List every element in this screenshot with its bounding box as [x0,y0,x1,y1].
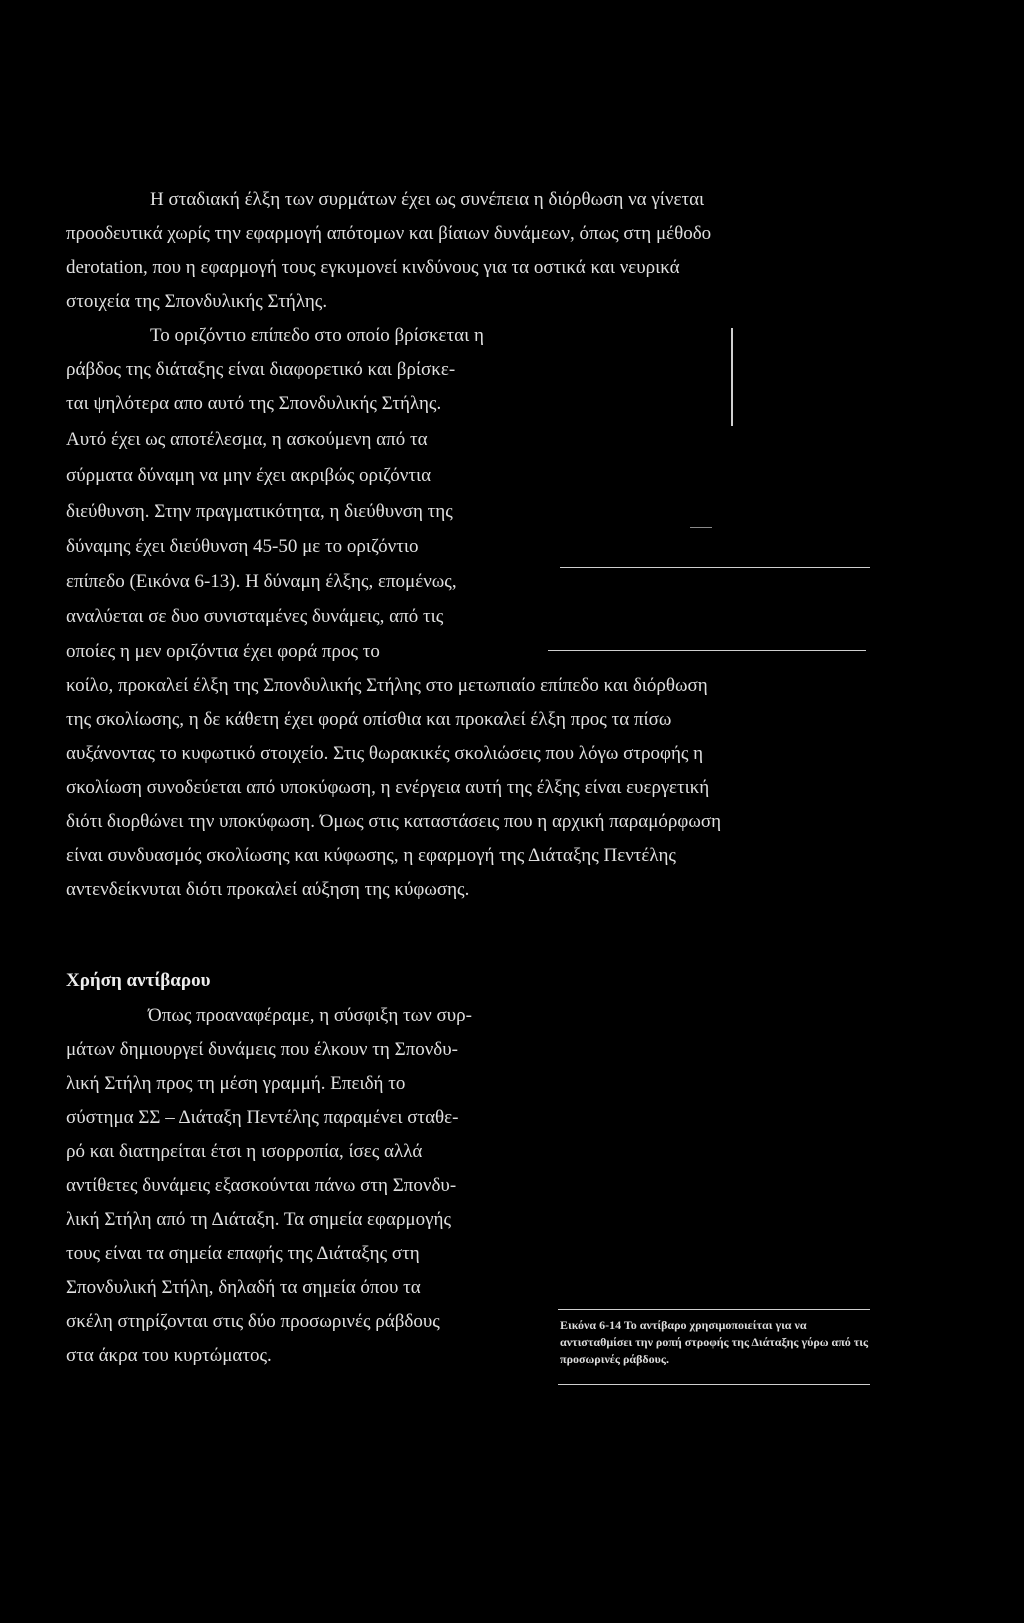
body-line: αναλύεται σε δυο συνισταμένες δυνάμεις, από τις [66,606,444,627]
caption-bottom-rule [558,1384,870,1385]
section-heading: Χρήση αντίβαρου [66,970,211,991]
body-line: Η σταδιακή έλξη των συρμάτων έχει ως συνέπεια η διόρθωση να γίνεται [150,189,705,210]
body-line: οποίες η μεν οριζόντια έχει φορά προς το [66,641,380,662]
section-line: σκέλη στηρίζονται στις δύο προσωρινές ράβδους [66,1311,440,1332]
body-line: επίπεδο (Εικόνα 6-13). Η δύναμη έλξης, επομένως, [66,571,457,592]
body-line: αυξάνοντας το κυφωτικό στοιχείο. Στις θωρακικές σκολιώσεις που λόγω στροφής η [66,743,704,764]
section-line: λική Στήλη από τη Διάταξη. Τα σημεία εφαρμογής [66,1209,451,1230]
section-line: αντίθετες δυνάμεις εξασκούνται πάνω στη Σπονδυ- [66,1175,457,1196]
figure-rule [560,567,870,568]
caption-top-rule [558,1309,870,1310]
body-line: είναι συνδυασμός σκολίωσης και κύφωσης, η εφαρμογή της Διάταξης Πεντέλης [66,845,676,866]
body-line: αντενδείκνυται διότι προκαλεί αύξηση της κύφωσης. [66,879,470,900]
body-line: Αυτό έχει ως αποτέλεσμα, η ασκούμενη από τα [66,429,428,450]
figure-vertical-line [731,328,733,426]
body-line: διεύθυνση. Στην πραγματικότητα, η διεύθυνση της [66,501,453,522]
body-line: κοίλο, προκαλεί έλξη της Σπονδυλικής Στήλης στο μετωπιαίο επίπεδο και διόρθωση [66,675,708,696]
section-line: σύστημα ΣΣ – Διάταξη Πεντέλης παραμένει σταθε- [66,1107,459,1128]
body-line: διότι διορθώνει την υποκύφωση. Όμως στις καταστάσεις που η αρχική παραμόρφωση [66,811,722,832]
body-line: derotation, που η εφαρμογή τους εγκυμονεί κινδύνους για τα οστικά και νευρικά [66,257,680,278]
section-line: λική Στήλη προς τη μέση γραμμή. Επειδή το [66,1073,406,1094]
body-line: της σκολίωσης, η δε κάθετη έχει φορά οπίσθια και προκαλεί έλξη προς τα πίσω [66,709,672,730]
body-line: δύναμης έχει διεύθυνση 45-50 με το οριζόντιο [66,536,419,557]
section-line: μάτων δημιουργεί δυνάμεις που έλκουν τη Σπονδυ- [66,1039,458,1060]
figure-rule [548,650,866,651]
section-line: Όπως προαναφέραμε, η σύσφιξη των συρ- [148,1005,472,1026]
figure-caption: Εικόνα 6-14 Το αντίβαρο χρησιμοποιείται για να αντισταθμίσει την ροπή στροφής της Διάταξης γύρω από τις προσωρινές ράβδους. [560,1318,869,1366]
body-line: σκολίωση συνοδεύεται από υποκύφωση, η ενέργεια αυτή της έλξης είναι ευεργετική [66,777,710,798]
body-line: Το οριζόντιο επίπεδο στο οποίο βρίσκεται η [150,325,484,346]
body-line: σύρματα δύναμη να μην έχει ακριβώς οριζόντια [66,465,432,486]
section-line: τους είναι τα σημεία επαφής της Διάταξης στη [66,1243,420,1264]
body-line: ράβδος της διάταξης είναι διαφορετικό και βρίσκε- [66,359,456,380]
body-line: στοιχεία της Σπονδυλικής Στήλης. [66,291,328,312]
figure-dash [690,527,712,528]
section-line: στα άκρα του κυρτώματος. [66,1345,272,1366]
body-line: προοδευτικά χωρίς την εφαρμογή απότομων και βίαιων δυνάμεων, όπως στη μέθοδο [66,223,712,244]
body-line: ται ψηλότερα απο αυτό της Σπονδυλικής Στήλης. [66,393,442,414]
section-line: ρό και διατηρείται έτσι η ισορροπία, ίσες αλλά [66,1141,423,1162]
section-line: Σπονδυλική Στήλη, δηλαδή τα σημεία όπου τα [66,1277,421,1298]
